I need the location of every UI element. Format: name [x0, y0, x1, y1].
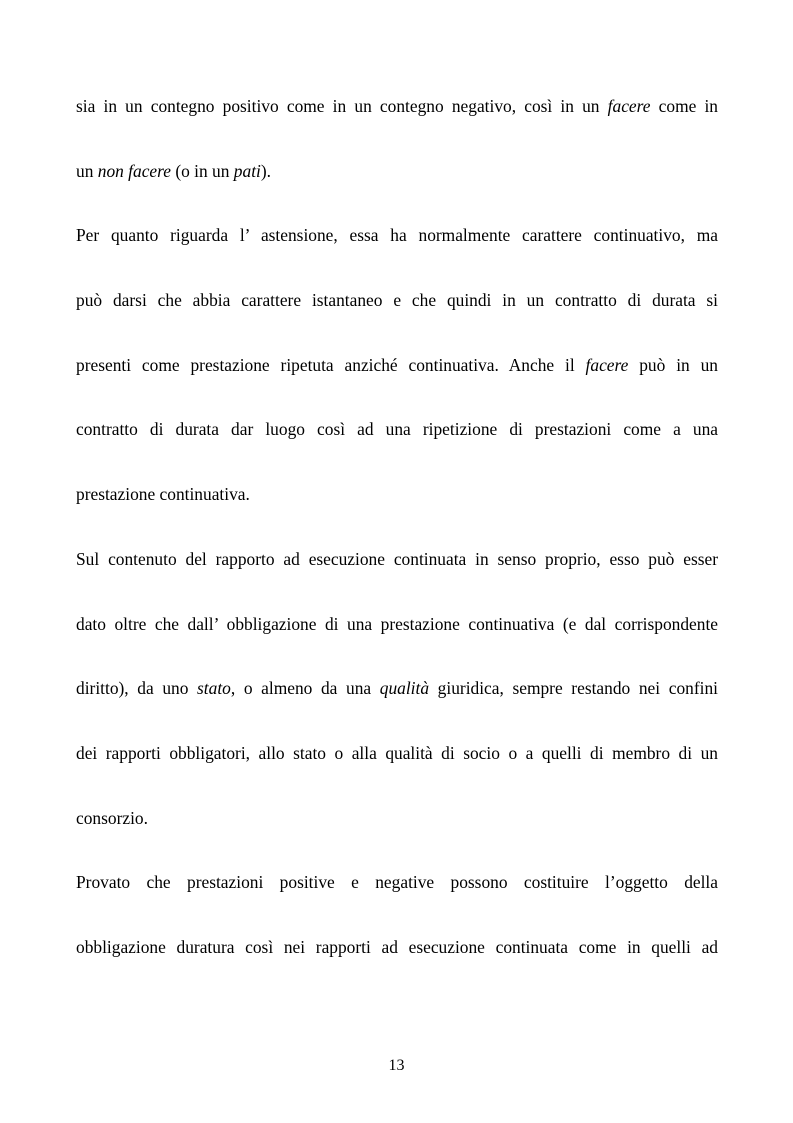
- text-segment: sia in un contegno positivo come in un contegno negativo, così in un: [76, 96, 608, 116]
- text-segment: prestazione continuativa.: [76, 484, 250, 505]
- text-segment: come in: [650, 96, 719, 116]
- text-segment: giuridica, sempre restando nei confini: [429, 678, 718, 699]
- italic-term: pati: [233, 160, 261, 181]
- text-line: [76, 668, 718, 733]
- italic-term: facere: [607, 96, 651, 116]
- text-line: [76, 539, 718, 604]
- italic-term: facere: [585, 354, 629, 375]
- text-segment: diritto), da uno: [76, 678, 198, 699]
- text-segment: consorzio.: [76, 807, 148, 828]
- text-line: [76, 215, 718, 280]
- italic-term: qualità: [379, 678, 430, 699]
- page-number: 13: [388, 1057, 405, 1074]
- text-segment: ).: [260, 160, 271, 181]
- body-text: [76, 86, 718, 992]
- text-segment: Sul contenuto del rapporto ad esecuzione continuata in senso proprio, esso può esser: [76, 548, 718, 569]
- text-segment: presenti come prestazione ripetuta anziché continuativa. Anche il: [76, 354, 586, 375]
- text-line: [76, 604, 718, 669]
- text-segment: dato oltre che dall’ obbligazione di una prestazione continuativa (e dal corrispondente: [76, 613, 718, 634]
- text-line: [76, 280, 718, 345]
- text-segment: (o in un: [171, 160, 234, 181]
- text-segment: contratto di durata dar luogo così ad una ripetizione di prestazioni come a una: [76, 419, 718, 440]
- text-line: [76, 927, 718, 992]
- text-line: [76, 409, 718, 474]
- text-segment: , o almeno da una: [230, 678, 380, 699]
- text-line: [76, 151, 718, 216]
- text-segment: un: [76, 160, 98, 181]
- text-line: [76, 862, 718, 927]
- text-segment: Per quanto riguarda l’ astensione, essa ha normalmente carattere continuativo, ma: [76, 225, 718, 246]
- text-segment: può in un: [628, 354, 718, 375]
- text-segment: dei rapporti obbligatori, allo stato o alla qualità di socio o a quelli di membro di un: [76, 742, 718, 763]
- text-segment: obbligazione duratura così nei rapporti ad esecuzione continuata come in quelli ad: [76, 936, 718, 957]
- text-line: [76, 733, 718, 798]
- italic-term: stato: [197, 678, 231, 699]
- text-line: [76, 86, 718, 151]
- text-line: [76, 345, 718, 410]
- text-segment: Provato che prestazioni positive e negative possono costituire l’oggetto della: [76, 872, 718, 893]
- text-line: [76, 798, 718, 863]
- text-line: [76, 474, 718, 539]
- italic-term: non facere: [97, 160, 171, 181]
- text-segment: può darsi che abbia carattere istantaneo e che quindi in un contratto di durata si: [76, 290, 718, 311]
